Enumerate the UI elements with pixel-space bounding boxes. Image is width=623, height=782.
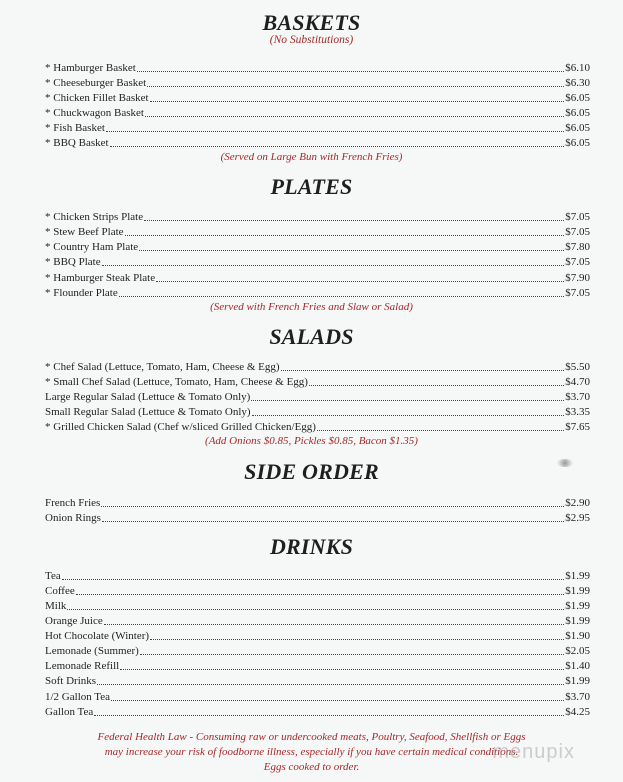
- drinks-title: DRINKS: [269, 534, 354, 559]
- health-warning-line-3: Eggs cooked to order.: [263, 761, 360, 773]
- item-label: Onion Rings: [45, 512, 101, 524]
- leader-dots: [120, 668, 564, 670]
- menu-item: [45, 613, 590, 628]
- leader-dots: [150, 638, 564, 640]
- item-price: $1.99: [565, 675, 590, 687]
- item-label: Small Regular Salad (Lettuce & Tomato Only): [45, 406, 251, 418]
- item-label: 1/2 Gallon Tea: [45, 691, 111, 703]
- menu-item: [45, 135, 590, 150]
- item-price: $3.70: [565, 691, 590, 703]
- leader-dots: [106, 130, 564, 132]
- item-price: $1.40: [565, 660, 590, 672]
- item-label: * Cheeseburger Basket: [45, 77, 147, 89]
- leader-dots: [150, 100, 565, 102]
- menu-item: [45, 689, 590, 704]
- leader-dots: [147, 85, 564, 87]
- leader-dots: [119, 295, 565, 297]
- menu-item: [45, 90, 590, 105]
- item-price: $2.95: [565, 512, 590, 524]
- item-label: * Country Ham Plate: [45, 241, 139, 253]
- leader-dots: [317, 429, 564, 431]
- menu-item: [45, 374, 590, 389]
- item-label: * Hamburger Basket: [45, 62, 136, 74]
- menu-item: [45, 598, 590, 613]
- item-label: Hot Chocolate (Winter): [45, 630, 150, 642]
- leader-dots: [156, 280, 564, 282]
- menu-item: [45, 673, 590, 688]
- health-warning-line-1: Federal Health Law - Consuming raw or undercooked meats, Poultry, Seafood, Shellfish or Eggs: [97, 731, 526, 743]
- item-price: $7.80: [565, 241, 590, 253]
- leader-dots: [125, 234, 565, 236]
- watermark-logo: menupix: [492, 741, 575, 763]
- item-price: $2.90: [565, 497, 590, 509]
- leader-dots: [140, 653, 564, 655]
- leader-dots: [144, 219, 564, 221]
- item-label: Tea: [45, 570, 61, 582]
- item-label: * Chuckwagon Basket: [45, 107, 144, 119]
- leader-dots: [76, 593, 565, 595]
- menu-item: [45, 568, 590, 583]
- item-label: * Chicken Fillet Basket: [45, 92, 149, 104]
- item-label: Gallon Tea: [45, 706, 94, 718]
- baskets-note: (Served on Large Bun with French Fries): [220, 151, 403, 163]
- item-label: French Fries: [45, 497, 101, 509]
- item-price: $1.99: [565, 585, 590, 597]
- plates-note: (Served with French Fries and Slaw or Salad): [210, 301, 413, 313]
- leader-dots: [101, 505, 564, 507]
- item-price: $2.05: [565, 645, 590, 657]
- leader-dots: [281, 369, 565, 371]
- menu-item: [45, 224, 590, 239]
- menu-item: [45, 270, 590, 285]
- item-price: $7.05: [565, 256, 590, 268]
- item-price: $7.05: [565, 211, 590, 223]
- menu-item: [45, 359, 590, 374]
- item-label: Lemonade (Summer): [45, 645, 139, 657]
- item-price: $1.90: [565, 630, 590, 642]
- item-price: $1.99: [565, 615, 590, 627]
- baskets-subtitle: (No Substitutions): [269, 34, 354, 46]
- item-label: * Fish Basket: [45, 122, 105, 134]
- item-label: Milk: [45, 600, 67, 612]
- item-label: * Chicken Strips Plate: [45, 211, 144, 223]
- item-label: Lemonade Refill: [45, 660, 120, 672]
- item-price: $3.35: [565, 406, 590, 418]
- baskets-title: BASKETS: [262, 10, 361, 35]
- item-price: $7.05: [565, 287, 590, 299]
- item-price: $5.50: [565, 361, 590, 373]
- health-warning-line-2: may increase your risk of foodborne illness, especially if you have certain medical conditions.: [104, 746, 519, 758]
- item-label: * Chef Salad (Lettuce, Tomato, Ham, Cheese & Egg): [45, 361, 280, 373]
- item-label: * BBQ Basket: [45, 137, 109, 149]
- menu-item: [45, 209, 590, 224]
- item-price: $6.05: [565, 92, 590, 104]
- item-label: Soft Drinks: [45, 675, 97, 687]
- item-label: * BBQ Plate: [45, 256, 101, 268]
- leader-dots: [145, 115, 564, 117]
- item-label: Large Regular Salad (Lettuce & Tomato Only): [45, 391, 251, 403]
- menu-item: [45, 285, 590, 300]
- leader-dots: [102, 264, 565, 266]
- menu-item: [45, 120, 590, 135]
- leader-dots: [110, 145, 565, 147]
- leader-dots: [62, 578, 565, 580]
- leader-dots: [94, 714, 564, 716]
- menu-item: [45, 628, 590, 643]
- item-price: $7.65: [565, 421, 590, 433]
- menu-item: [45, 239, 590, 254]
- menu-item: [45, 254, 590, 269]
- menu-item: [45, 75, 590, 90]
- salads-title: SALADS: [269, 324, 354, 349]
- item-price: $6.05: [565, 122, 590, 134]
- leader-dots: [111, 699, 564, 701]
- item-price: $4.25: [565, 706, 590, 718]
- item-price: $4.70: [565, 376, 590, 388]
- item-price: $7.05: [565, 226, 590, 238]
- item-label: * Small Chef Salad (Lettuce, Tomato, Ham, Cheese & Egg): [45, 376, 308, 388]
- leader-dots: [102, 520, 564, 522]
- leader-dots: [67, 608, 564, 610]
- leader-dots: [139, 249, 564, 251]
- item-price: $7.90: [565, 272, 590, 284]
- item-price: $6.05: [565, 107, 590, 119]
- leader-dots: [137, 70, 564, 72]
- menu-item: [45, 419, 590, 434]
- menu-item: [45, 389, 590, 404]
- item-label: Orange Juice: [45, 615, 103, 627]
- menu-item: [45, 105, 590, 120]
- menu-item: [45, 495, 590, 510]
- plates-title: PLATES: [270, 174, 353, 199]
- item-price: $6.10: [565, 62, 590, 74]
- leader-dots: [309, 384, 564, 386]
- health-warning: [60, 730, 563, 775]
- item-label: * Hamburger Steak Plate: [45, 272, 156, 284]
- item-label: * Stew Beef Plate: [45, 226, 124, 238]
- leader-dots: [252, 414, 565, 416]
- item-price: $6.30: [565, 77, 590, 89]
- menu-item: [45, 60, 590, 75]
- menu-item: [45, 583, 590, 598]
- menu-item: [45, 404, 590, 419]
- leader-dots: [104, 623, 565, 625]
- item-label: * Grilled Chicken Salad (Chef w/sliced Grilled Chicken/Egg): [45, 421, 316, 433]
- side-order-title: SIDE ORDER: [244, 459, 379, 484]
- leader-dots: [97, 683, 564, 685]
- item-price: $1.99: [565, 600, 590, 612]
- menu-item: [45, 704, 590, 719]
- item-price: $3.70: [565, 391, 590, 403]
- menu-item: [45, 643, 590, 658]
- leader-dots: [251, 399, 564, 401]
- item-label: * Flounder Plate: [45, 287, 118, 299]
- menu-item: [45, 658, 590, 673]
- item-price: $1.99: [565, 570, 590, 582]
- menu-item: [45, 510, 590, 525]
- item-price: $6.05: [565, 137, 590, 149]
- item-label: Coffee: [45, 585, 75, 597]
- salads-note: (Add Onions $0.85, Pickles $0.85, Bacon $1.35): [205, 435, 418, 447]
